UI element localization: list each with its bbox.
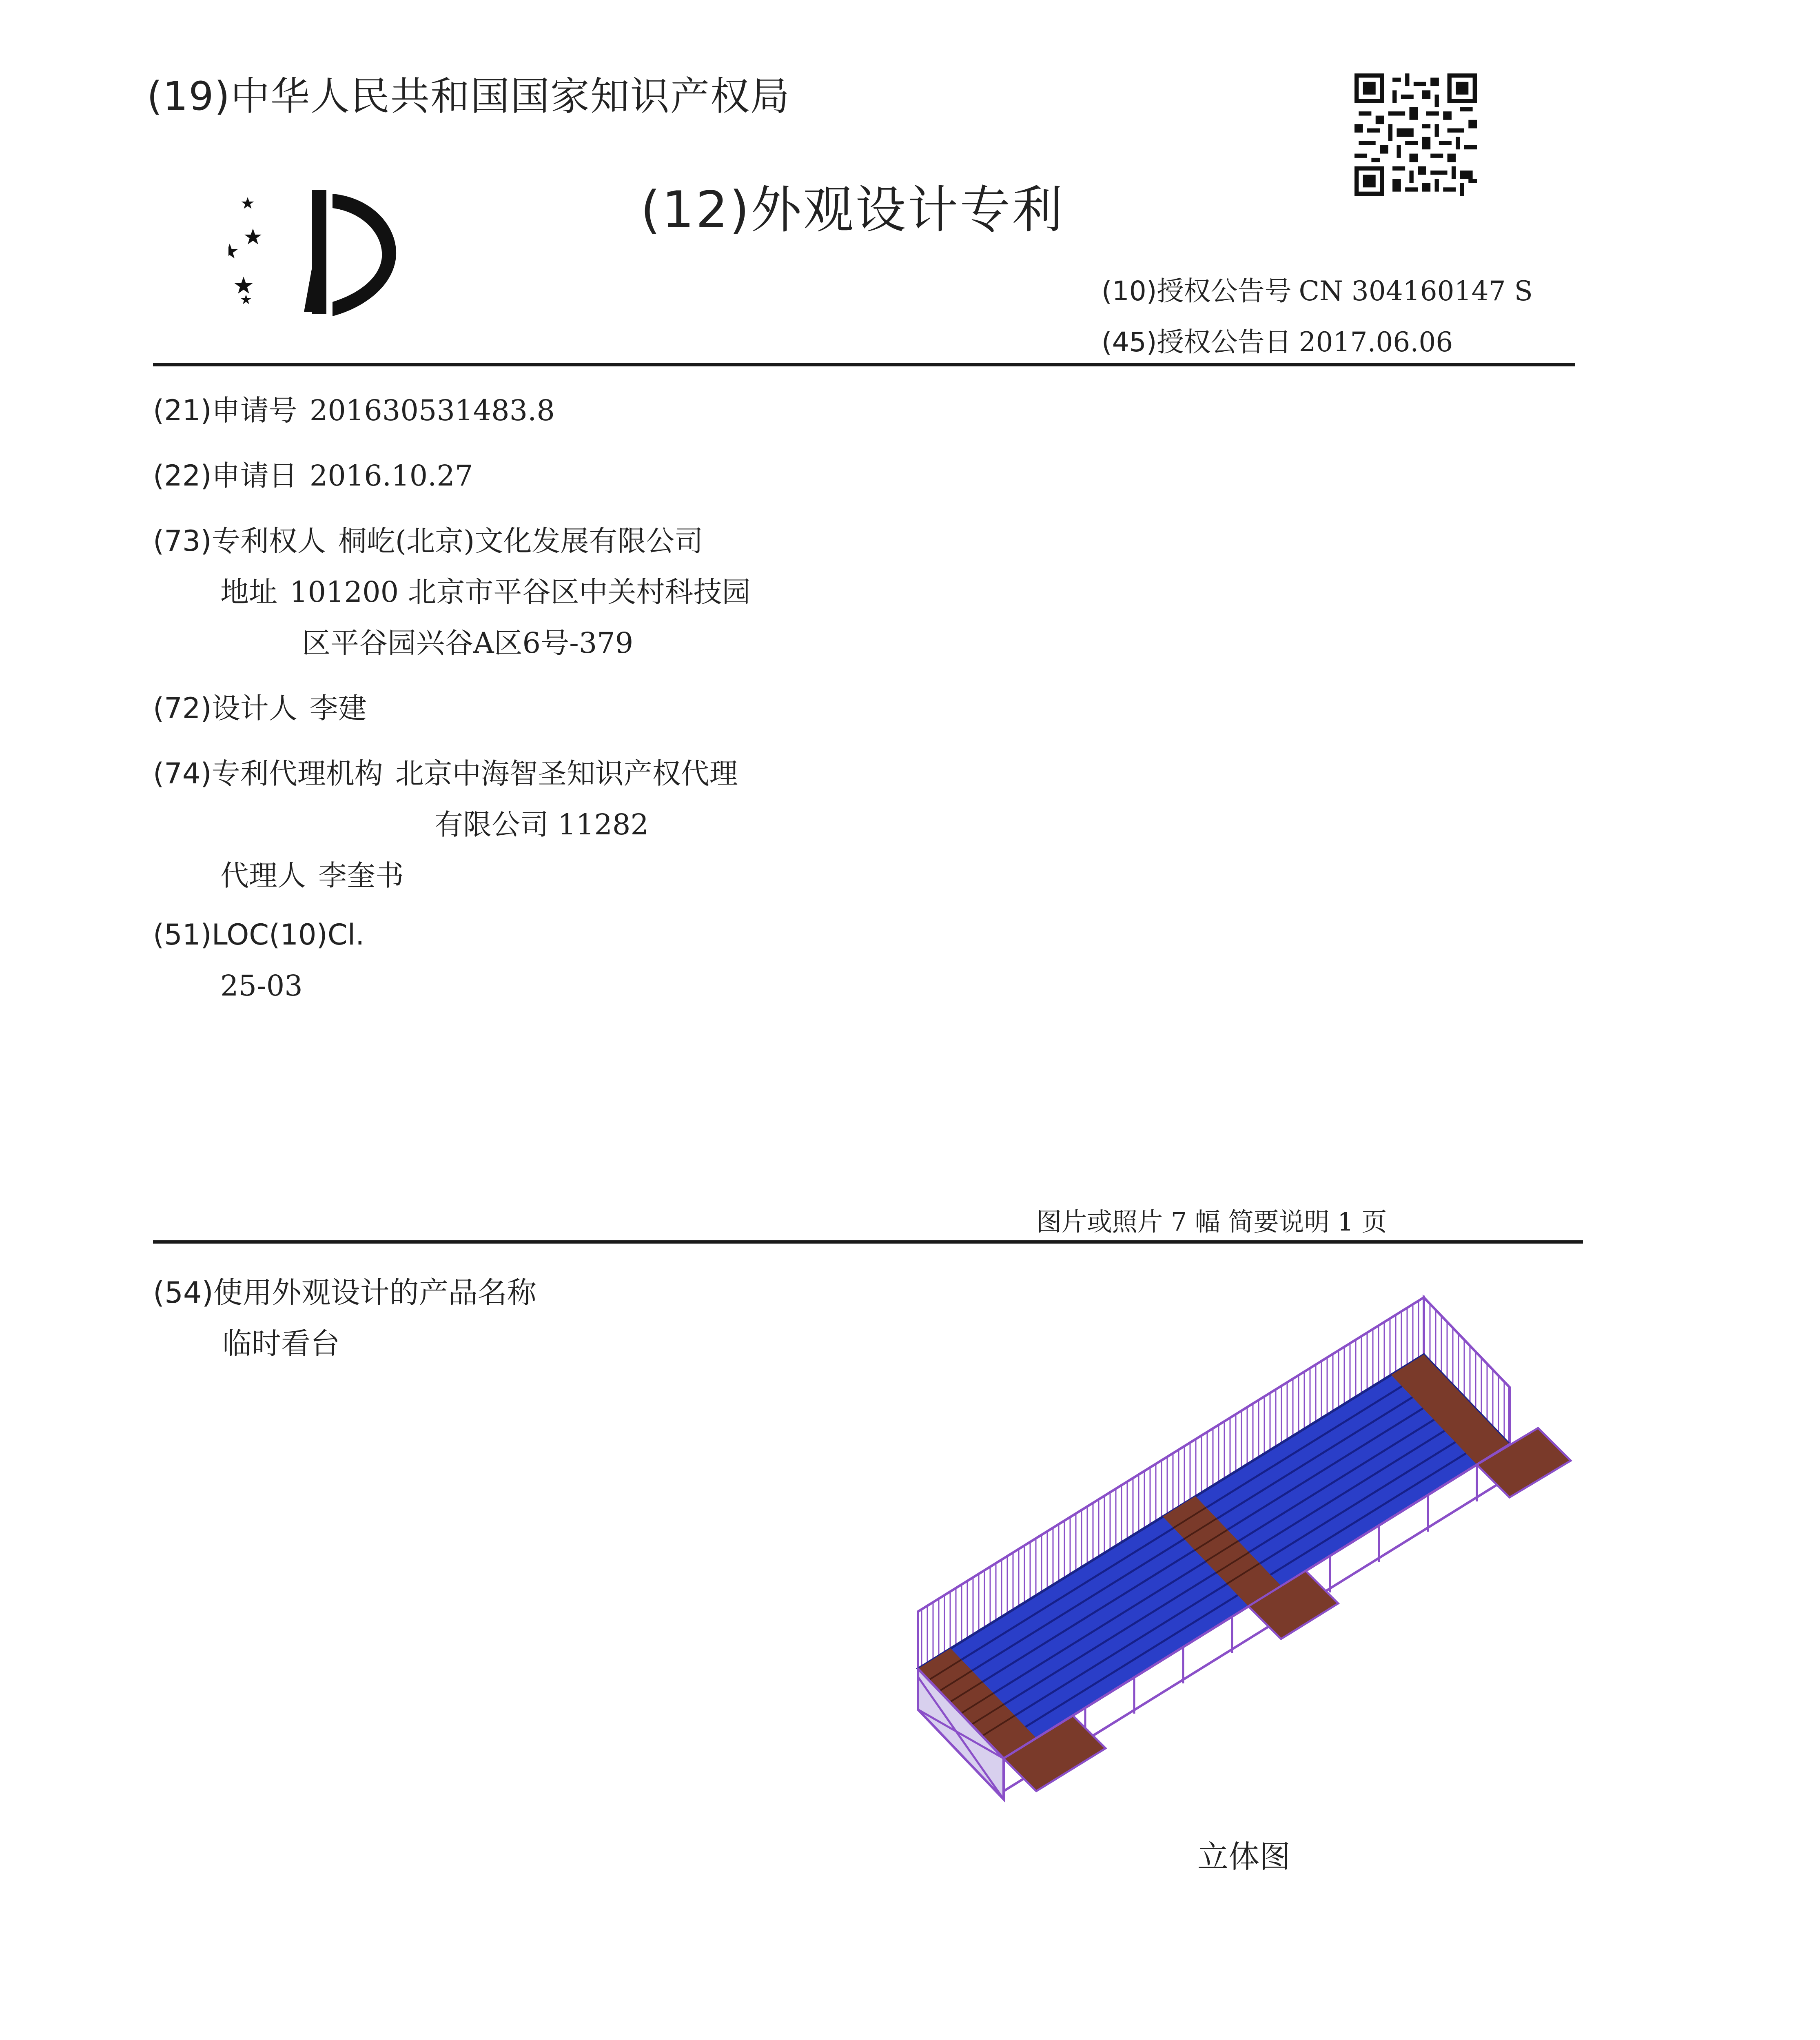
- patentee: 桐屹(北京)文化发展有限公司: [338, 524, 703, 558]
- grant-date-label: (45)授权公告日: [1102, 326, 1292, 358]
- product-name: 临时看台: [222, 1326, 340, 1361]
- address-line-1: 101200 北京市平谷区中关村科技园: [290, 575, 751, 609]
- section-divider: [153, 1240, 1583, 1244]
- grant-date-row: [1102, 320, 1453, 359]
- agent-label: 代理人: [220, 859, 306, 892]
- patentee-label: (73)专利权人: [153, 524, 326, 558]
- application-date: 2016.10.27: [309, 459, 473, 492]
- agency-label: (74)专利代理机构: [153, 757, 383, 790]
- agency-line-2: 有限公司 11282: [434, 808, 649, 841]
- application-date-row: [153, 453, 473, 494]
- application-number: 201630531483.8: [309, 394, 555, 427]
- header-divider: [153, 363, 1575, 366]
- agent: 李奎书: [318, 859, 404, 892]
- patentee-row: [153, 518, 703, 559]
- grant-number-label: (10)授权公告号: [1102, 275, 1292, 307]
- loc-classification-value: 25-03: [220, 969, 303, 1002]
- application-date-label: (22)申请日: [153, 459, 297, 492]
- designer: 李建: [309, 692, 367, 725]
- office-title: (19)中华人民共和国国家知识产权局: [147, 73, 791, 119]
- product-name-label: (54)使用外观设计的产品名称: [153, 1275, 536, 1310]
- pages-info: 图片或照片 7 幅 简要说明 1 页: [1036, 1207, 1387, 1237]
- agency-row: [153, 751, 738, 792]
- designer-label: (72)设计人: [153, 692, 297, 725]
- loc-classification-label: (51)LOC(10)Cl.: [153, 918, 365, 951]
- agency-line-1: 北京中海智圣知识产权代理: [395, 757, 738, 790]
- grant-number-row: [1102, 269, 1533, 308]
- cnipa-emblem-icon: [228, 182, 408, 320]
- address-line-2: 区平谷园兴谷A区6号-379: [302, 626, 634, 660]
- designer-row: [153, 685, 367, 727]
- qr-code-icon: [1354, 73, 1477, 196]
- application-number-row: [153, 388, 555, 429]
- view-caption: 立体图: [1197, 1838, 1290, 1875]
- grandstand-perspective-drawing: [902, 1285, 1587, 1812]
- document-type: (12)外观设计专利: [641, 181, 1064, 239]
- grant-date: 2017.06.06: [1299, 326, 1453, 358]
- application-number-label: (21)申请号: [153, 394, 297, 427]
- address-row: [220, 569, 750, 610]
- grant-number: CN 304160147 S: [1299, 275, 1533, 307]
- address-label: 地址: [220, 575, 277, 609]
- agent-row: [220, 853, 404, 894]
